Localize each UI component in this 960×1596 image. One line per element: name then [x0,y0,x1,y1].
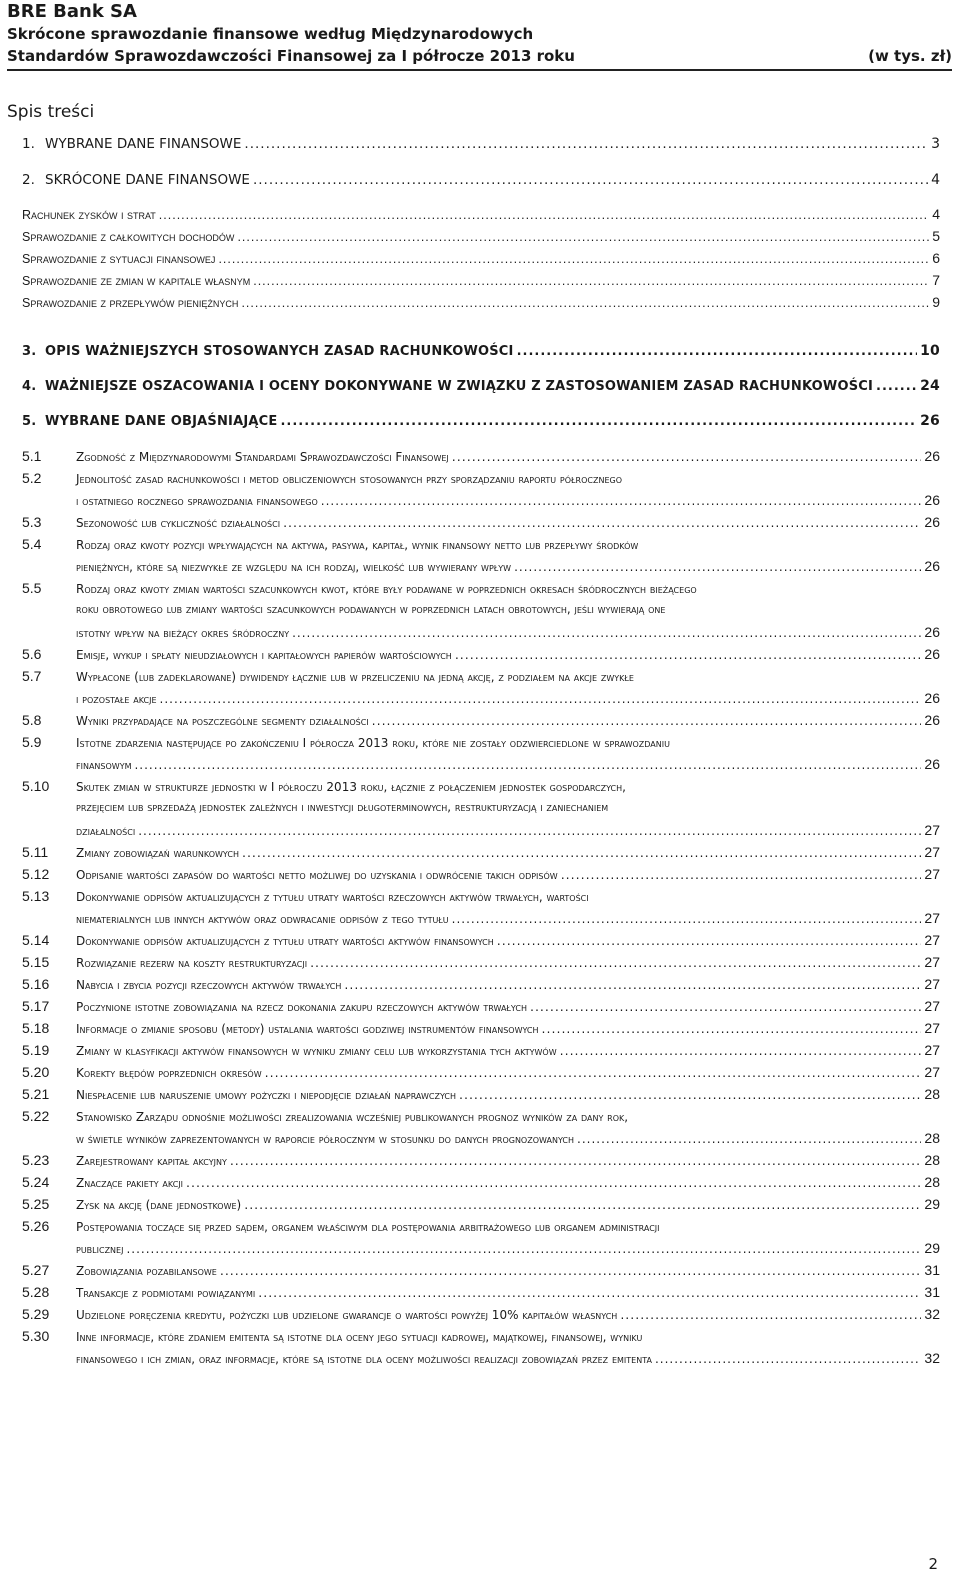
toc-page-number: 26 [924,624,940,640]
header-rule [7,69,952,71]
toc-entry-text: publicznej [76,1242,124,1256]
toc-number: 5.12 [22,866,50,882]
toc-number: 5.8 [22,712,42,728]
toc-line [22,1240,940,1262]
toc-entry-note[interactable] [22,668,940,712]
toc-line [22,888,940,910]
toc-line [22,1086,940,1108]
report-title-line2: Standardów Sprawozdawczości Finansowej za I półrocze 2013 roku [7,47,575,65]
toc-number: 5.15 [22,954,50,970]
dot-leader [655,1352,921,1366]
dot-leader [577,1132,921,1146]
toc-page-number: 28 [924,1152,940,1168]
dot-leader [160,692,922,706]
dot-leader [253,274,929,288]
toc-entry-statement[interactable] [22,250,940,266]
toc-line [22,646,940,668]
toc-entry-text: istotny wpływ na bieżący okres śródroczny [76,626,290,640]
toc-title: Spis treści [7,102,95,122]
dot-leader [560,1043,922,1058]
toc-entry-statement[interactable] [22,294,940,310]
dot-leader [455,647,922,662]
toc-entry-text: Rozwiązanie rezerw na koszty restrukturyzacji [76,956,308,970]
dot-leader [321,494,922,508]
toc-line [22,1350,940,1372]
page-header [7,0,952,67]
toc-entry-statement[interactable] [22,206,940,222]
toc-entry-note[interactable] [22,646,940,668]
toc-entry-statement[interactable] [22,228,940,244]
toc-line [22,910,940,932]
dot-leader [876,379,917,394]
toc-entry-text: Inne informacje, które zdaniem emitenta są istotne dla oceny jego sytuacji kadrowej, majątkowej, finansowej, wyniku [76,1330,643,1344]
dot-leader [244,136,928,152]
toc-line [22,1130,940,1152]
toc-line [22,1020,940,1042]
toc-entry-note[interactable] [22,778,940,844]
page-number: 2 [928,1555,938,1573]
toc-entry-note[interactable] [22,998,940,1020]
toc-page-number: 4 [932,206,940,222]
toc-entry-text: Odpisanie wartości zapasów do wartości netto możliwej do uzyskania i odwrócenie takich odpisów [76,868,558,882]
toc-line [22,1108,940,1130]
toc-entry-section[interactable] [22,172,940,188]
toc-line [22,413,940,429]
toc-line [22,712,940,734]
dot-leader [138,824,921,838]
toc-number: 5.2 [22,470,42,486]
dot-leader [452,449,922,464]
toc-number: 5.4 [22,536,42,552]
dot-leader [242,845,921,860]
toc-line [22,1196,940,1218]
toc-entry-text: Wypłacone (lub zadeklarowane) dywidendy łącznie lub w przeliczeniu na jedną akcję, z podziałem na akcje zwykłe [76,670,634,684]
dot-leader [230,1153,922,1168]
toc-number: 5.11 [22,844,49,860]
toc-entry-section[interactable] [22,343,940,359]
toc-number: 5.6 [22,646,42,662]
toc-entry-text: Korekty błędów poprzednich okresów [76,1066,262,1080]
toc-page-number: 9 [932,294,940,310]
toc-line [22,866,940,888]
toc-number: 2. [22,172,35,188]
toc-line [22,536,940,558]
toc-entry-text: Zobowiązania pozabilansowe [76,1264,217,1278]
toc-line [22,734,940,756]
toc-entry-text: Emisje, wykup i spłaty nieudziałowych i kapitałowych papierów wartościowych [76,648,452,662]
toc-number: 3. [22,344,37,359]
toc-line [22,1042,940,1064]
toc-entry-note[interactable] [22,448,940,470]
toc-page-number: 26 [924,514,940,530]
toc-page-number: 27 [924,822,940,838]
toc-number: 5.10 [22,778,50,794]
toc-line [22,580,940,602]
toc-entry-note[interactable] [22,734,940,778]
toc-entry-note[interactable] [22,580,940,646]
dot-leader [220,1263,922,1278]
toc-entry-note[interactable] [22,1328,940,1372]
toc-number: 4. [22,379,37,394]
toc-entry-note[interactable] [22,1262,940,1284]
toc-page-number: 27 [924,910,940,926]
toc-entry-text: Dokonywanie odpisów aktualizujących z tytułu utraty wartości rzeczowych aktywów trwałych, wartości [76,890,589,904]
toc-entry-text: Sprawozdanie z sytuacji finansowej [22,252,216,266]
toc-page-number: 31 [924,1284,940,1300]
toc-number: 5.16 [22,976,50,992]
dot-leader [452,912,922,926]
toc-entry-note[interactable] [22,1152,940,1174]
toc-page-number: 27 [924,976,940,992]
toc-line [22,1262,940,1284]
toc-entry-note[interactable] [22,844,940,866]
toc-page-number: 10 [920,343,940,359]
toc-entry-note[interactable] [22,1218,940,1262]
toc-entry-text: Zmiany zobowiązań warunkowych [76,846,239,860]
toc-line [22,998,940,1020]
toc-line [22,1064,940,1086]
dot-leader [253,172,928,188]
toc-entry-text: Znaczące pakiety akcji [76,1176,184,1190]
toc-page-number: 28 [924,1130,940,1146]
toc-number: 5.5 [22,580,42,596]
company-name: BRE Bank SA [7,1,137,22]
toc-entry-statement[interactable] [22,272,940,288]
toc-entry-text: Zarejestrowany kapitał akcyjny [76,1154,227,1168]
toc-number: 5.23 [22,1152,50,1168]
toc-entry-text: Transakcje z podmiotami powiązanymi [76,1286,256,1300]
toc-page-number: 26 [924,712,940,728]
toc-entry-text: Skutek zmian w strukturze jednostki w I półroczu 2013 roku, łącznie z połączeniem jednostek gospodarczych, [76,780,626,794]
toc-line [22,756,940,778]
toc-entry-note[interactable] [22,1174,940,1196]
dot-leader [310,955,921,970]
toc-page-number: 6 [932,250,940,266]
dot-leader [344,977,921,992]
toc-page-number: 31 [924,1262,940,1278]
toc-entry-note[interactable] [22,976,940,998]
toc-number: 5.21 [22,1086,50,1102]
toc-line [22,954,940,976]
toc-line [22,343,940,359]
toc-line [22,690,940,712]
toc-entry-note[interactable] [22,1196,940,1218]
toc-page-number: 27 [924,998,940,1014]
toc-line [22,492,940,514]
toc-number: 5. [22,414,37,429]
toc-entry-note[interactable] [22,1306,940,1328]
toc-page-number: 28 [924,1174,940,1190]
toc-entry-text: Informacje o zmianie sposobu (metody) ustalania wartości godziwej instrumentów finansowych [76,1022,539,1036]
toc-page-number: 26 [924,448,940,464]
toc-entry-section[interactable] [22,136,940,152]
toc-line [22,272,940,288]
toc-page-number: 26 [924,756,940,772]
toc-line [22,514,940,536]
dot-leader [283,515,921,530]
toc-line [22,602,940,624]
toc-number: 5.17 [22,998,50,1014]
toc-entry-note[interactable] [22,888,940,932]
toc-entry-text: Istotne zdarzenia następujące po zakończeniu I półrocza 2013 roku, które nie zostały odzwierciedlone w sprawozdaniu [76,736,670,750]
toc-number: 5.28 [22,1284,50,1300]
toc-line [22,378,940,394]
toc-entry-text: Udzielone poręczenia kredytu, pożyczki lub udzielone gwarancje o wartości powyżej 10% kapitałów własnych [76,1308,618,1322]
toc-line [22,448,940,470]
toc-entry-text: i ostatniego rocznego sprawozdania finansowego [76,494,318,508]
report-title-row [7,45,952,67]
dot-leader [530,999,921,1014]
toc-line [22,976,940,998]
toc-line [22,778,940,800]
toc-entry-text: finansowym [76,758,132,772]
dot-leader [258,1285,921,1300]
toc-entry-note[interactable] [22,712,940,734]
toc-page-number: 7 [932,272,940,288]
toc-entry-text: OPIS WAŻNIEJSZYCH STOSOWANYCH ZASAD RACHUNKOWOŚCI [45,344,514,359]
toc-entry-note[interactable] [22,1108,940,1152]
toc-entry-text: w świetle wyników zaprezentowanych w raporcie półrocznym w stosunku do danych prognozowanych [76,1132,574,1146]
toc-line [22,822,940,844]
toc-entry-note[interactable] [22,1020,940,1042]
toc-number: 5.29 [22,1306,50,1322]
dot-leader [265,1065,922,1080]
toc-line [22,1306,940,1328]
toc-entry-text: Nabycia i zbycia pozycji rzeczowych aktywów trwałych [76,978,342,992]
toc-line [22,1328,940,1350]
toc-number: 5.24 [22,1174,50,1190]
toc-page-number: 29 [924,1240,940,1256]
toc-entry-text: Jednolitość zasad rachunkowości i metod obliczeniowych stosowanych przy sporządzaniu raportu półrocznego [76,472,622,486]
toc-number: 5.26 [22,1218,50,1234]
toc-entry-note[interactable] [22,470,940,514]
toc-page-number: 4 [931,172,940,188]
report-title-line1: Skrócone sprawozdanie finansowe według Międzynarodowych [7,25,534,43]
toc-line [22,136,940,152]
dot-leader [517,344,918,359]
toc-page-number: 27 [924,844,940,860]
dot-leader [280,414,917,429]
toc-entry-note[interactable] [22,954,940,976]
toc-entry-text: finansowego i ich zmian, oraz informacje, które są istotne dla oceny możliwości realizacji zobowiązań przez emitenta [76,1352,652,1366]
toc-entry-text: pieniężnych, które są niezwykłe ze względu na ich rodzaj, wielkość lub wywierany wpływ [76,560,512,574]
toc-number: 1. [22,136,35,152]
toc-entry-section[interactable] [22,413,940,429]
toc-entry-text: Sprawozdanie z przepływów pieniężnych [22,296,239,310]
toc-entry-text: Zgodność z Międzynarodowymi Standardami Sprawozdawczości Finansowej [76,450,449,464]
toc-entry-text: Poczynione istotne zobowiązania na rzecz dokonania zakupu rzeczowych aktywów trwałych [76,1000,527,1014]
dot-leader [241,296,929,310]
toc-entry-text: SKRÓCONE DANE FINANSOWE [45,172,250,188]
toc-entry-text: Rodzaj oraz kwoty zmian wartości szacunkowych kwot, które były podawane w poprzednich okresach śródrocznych bieżącego [76,582,697,596]
toc-line [22,844,940,866]
toc-page-number: 26 [924,558,940,574]
toc-number: 5.22 [22,1108,50,1124]
toc-entry-text: działalności [76,824,136,838]
toc-number: 5.20 [22,1064,50,1080]
toc-line [22,558,940,580]
toc-page-number: 26 [924,646,940,662]
toc-line [22,250,940,266]
dot-leader [159,208,929,222]
toc-entry-note[interactable] [22,536,940,580]
toc-line [22,228,940,244]
toc-entry-text: roku obrotowego lub zmiany wartości szacunkowych podawanych w poprzednich latach obrotowych, jeśli wywierają one [76,602,666,616]
toc-line [22,1284,940,1306]
toc-number: 5.27 [22,1262,50,1278]
toc-page-number: 29 [924,1196,940,1212]
toc-entry-text: Postępowania toczące się przed sądem, organem właściwym dla postępowania arbitrażowego lub organem administracji [76,1220,660,1234]
toc-line [22,1218,940,1240]
toc-page-number: 3 [931,136,940,152]
toc-line [22,800,940,822]
toc-entry-note[interactable] [22,932,940,954]
toc-line [22,206,940,222]
toc-page-number: 26 [924,690,940,706]
toc-line [22,294,940,310]
toc-number: 5.1 [22,448,42,464]
dot-leader [514,560,921,574]
toc-page-number: 27 [924,932,940,948]
toc-number: 5.30 [22,1328,50,1344]
toc-entry-text: Sprawozdanie z całkowitych dochodów [22,230,235,244]
toc-line [22,470,940,492]
dot-leader [218,252,929,266]
toc-entry-text: Sprawozdanie ze zmian w kapitale własnym [22,274,251,288]
toc-entry-note[interactable] [22,514,940,536]
dot-leader [620,1307,921,1322]
toc-entry-text: Rachunek zysków i strat [22,208,156,222]
toc-entry-text: Zmiany w klasyfikacji aktywów finansowych w wyniku zmiany celu lub wykorzystania tych aktywów [76,1044,557,1058]
toc-entry-text: Dokonywanie odpisów aktualizujących z tytułu utraty wartości aktywów finansowych [76,934,494,948]
toc-page-number: 28 [924,1086,940,1102]
dot-leader [134,758,921,772]
toc-line [22,1174,940,1196]
toc-entry-text: Niespłacenie lub naruszenie umowy pożyczki i niepodjęcie działań naprawczych [76,1088,456,1102]
toc-entry-note[interactable] [22,1042,940,1064]
toc-page-number: 32 [924,1350,940,1366]
toc-number: 5.13 [22,888,50,904]
toc-entry-text: WYBRANE DANE OBJAŚNIAJĄCE [45,414,278,429]
dot-leader [372,713,922,728]
toc-number: 5.18 [22,1020,50,1036]
toc-page-number: 27 [924,1042,940,1058]
toc-line [22,932,940,954]
toc-page-number: 26 [920,413,940,429]
toc-number: 5.19 [22,1042,50,1058]
toc-number: 5.25 [22,1196,50,1212]
toc-page-number: 27 [924,1064,940,1080]
toc-entry-text: Zysk na akcję (dane jednostkowe) [76,1198,242,1212]
toc-entry-text: Wyniki przypadające na poszczególne segmenty działalności [76,714,369,728]
dot-leader [292,626,921,640]
toc-page-number: 24 [920,378,940,394]
toc-number: 5.7 [22,668,42,684]
toc-entry-text: Sezonowość lub cykliczność działalności [76,516,281,530]
toc-entry-note[interactable] [22,1284,940,1306]
toc-page-number: 26 [924,492,940,508]
toc-entry-text: i pozostałe akcje [76,692,157,706]
toc-entry-text: niematerialnych lub innych aktywów oraz odwracanie odpisów z tego tytułu [76,912,449,926]
toc-page-number: 27 [924,1020,940,1036]
toc-entry-note[interactable] [22,1086,940,1108]
toc-entry-text: Stanowisko Zarządu odnośnie możliwości zrealizowania wcześniej publikowanych prognoz wyników za dany rok, [76,1110,629,1124]
toc-page-number: 32 [924,1306,940,1322]
toc-line [22,624,940,646]
dot-leader [237,230,929,244]
toc-line [22,172,940,188]
dot-leader [542,1021,922,1036]
toc-entry-text: Rodzaj oraz kwoty pozycji wpływających na aktywa, pasywa, kapitał, wynik finansowy netto lub przepływy środków [76,538,639,552]
dot-leader [561,867,922,882]
dot-leader [459,1087,921,1102]
dot-leader [126,1242,921,1256]
toc-line [22,668,940,690]
toc-entry-text: WYBRANE DANE FINANSOWE [45,136,242,152]
toc-number: 5.9 [22,734,42,750]
toc-page-number: 27 [924,954,940,970]
toc-page-number: 5 [932,228,940,244]
toc-line [22,1152,940,1174]
toc-number: 5.3 [22,514,42,530]
dot-leader [186,1175,921,1190]
toc-entry-note[interactable] [22,866,940,888]
toc-number: 5.14 [22,932,50,948]
currency-note: (w tys. zł) [868,47,952,65]
toc-entry-text: WAŻNIEJSZE OSZACOWANIA I OCENY DOKONYWANE W ZWIĄZKU Z ZASTOSOWANIEM ZASAD RACHUNKOWOŚCI [45,379,874,394]
dot-leader [244,1197,921,1212]
toc-entry-section[interactable] [22,378,940,394]
dot-leader [497,933,922,948]
toc-entry-text: przejęciem lub sprzedażą jednostek zależnych i inwestycji długoterminowych, restrukturyzacją i zaniechaniem [76,800,609,814]
toc-entry-note[interactable] [22,1064,940,1086]
toc-page-number: 27 [924,866,940,882]
